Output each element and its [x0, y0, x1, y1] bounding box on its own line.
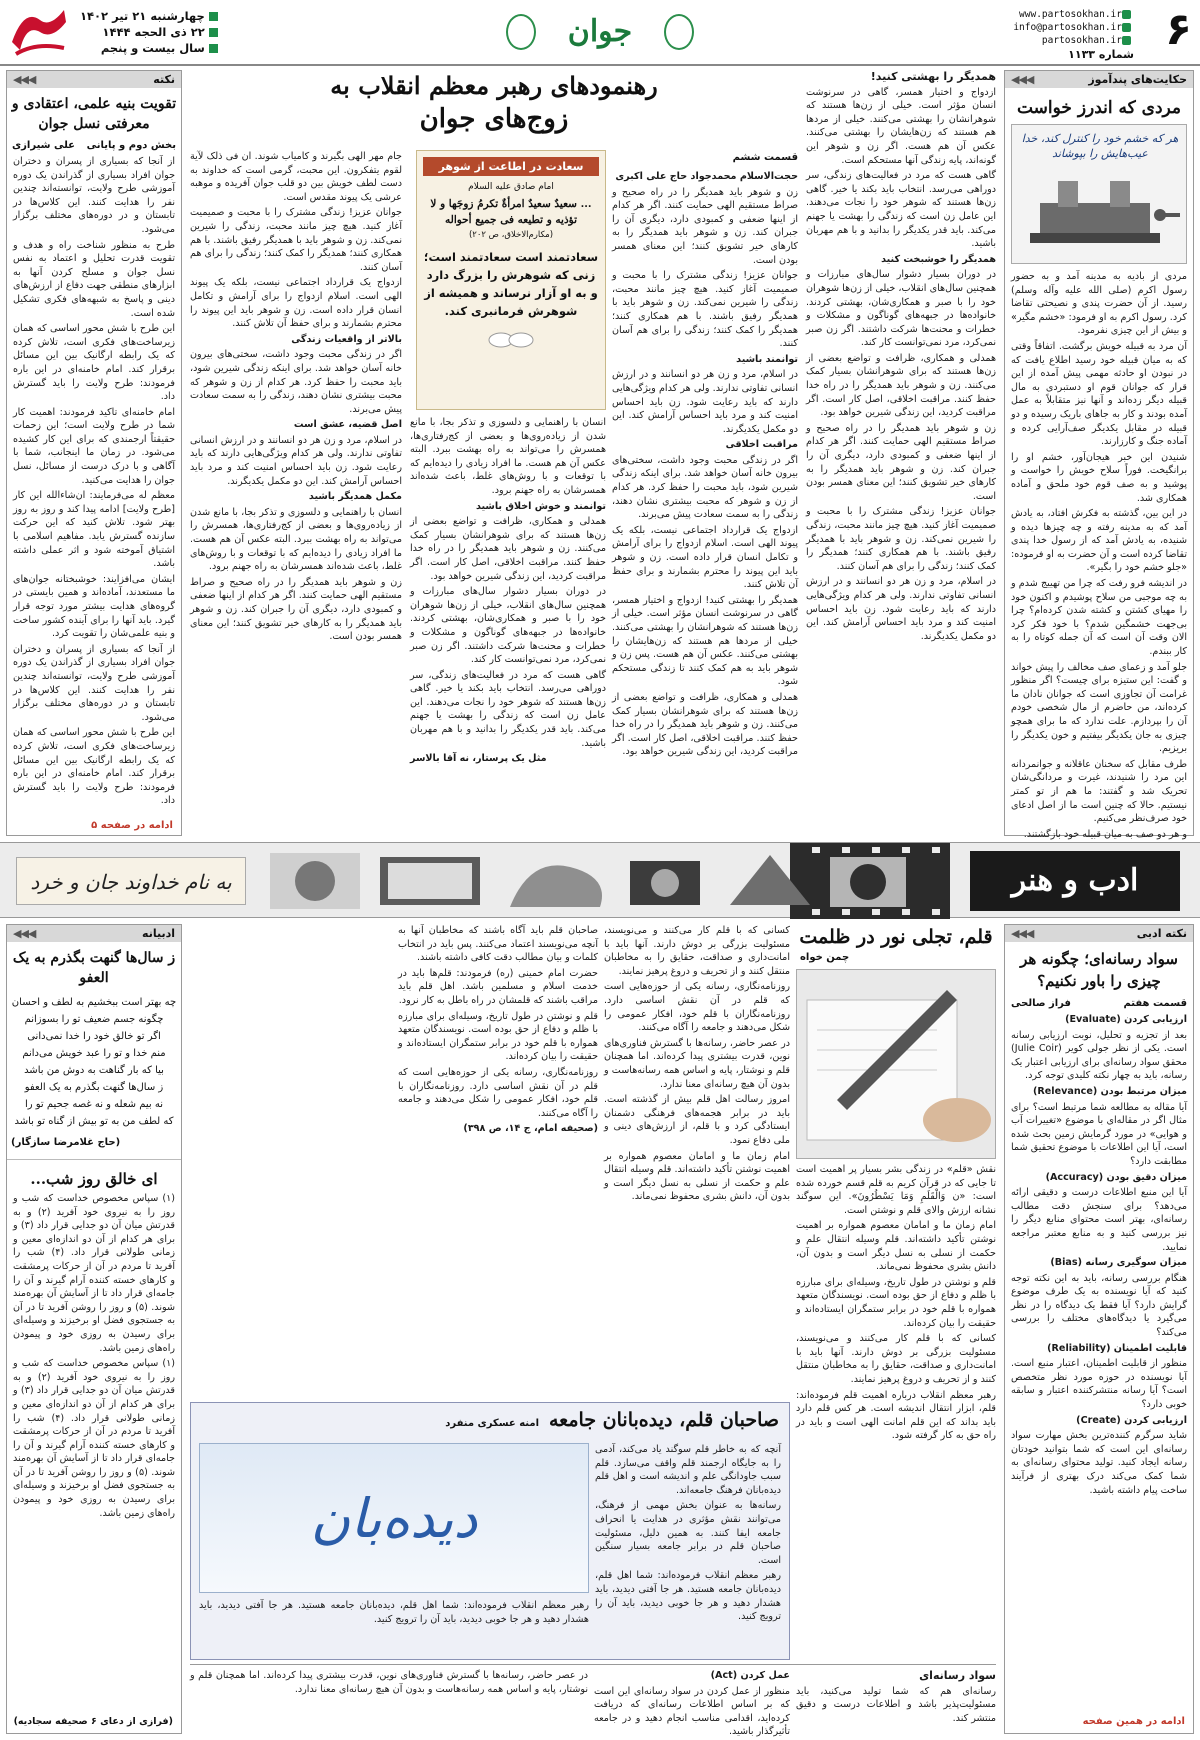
hadith-arabic: ... سعیدٌ سعیدٌ امرأةٌ تکرمُ زوجَها و لا تؤذیه و تطیعه فی جمیع أحواله: [430, 198, 592, 226]
article-column-1: [806, 70, 996, 836]
date-hijri: ۲۲ ذی الحجه ۱۴۴۴: [102, 25, 205, 39]
paragraph: همدلی و همکاری، ظرافت و تواضع بعضی از زن‌ها هستند که برای شوهرانشان بسیار کمک می‌کنند. زن و شوهر باید همدیگر را در راه خدا حفظ کنند. مراقبت اخلاقی، اصل کار است. اگر مراقبت کردید، این زندگی شیرین خواهد بود.: [806, 352, 996, 419]
paragraph: رهبر معظم انقلاب فرموده‌اند: شما اهل قلم، دیده‌بانان جامعه هستید. هر جا آفتی دیدید، باید هشدار دهید و هر جا خوبی دیدید، باید آن را ترویج کنید.: [199, 1600, 589, 1625]
paragraph: در دوران بسیار دشوار سال‌های مبارزات و همچنین سال‌های انقلاب، خیلی از زن‌ها شوهران خود را با صبر و همکاری‌شان، بهشتی کردند. خانواده‌ها در جبهه‌های گوناگون و مشکلات و خطرات و محنت‌ها شرکت داشتند. اگر زن صبر نمی‌کرد، مرد نمی‌توانست کار کند.: [806, 269, 996, 349]
globe-icon: [1122, 10, 1131, 19]
paragraph: در اندیشه فرو رفت که چرا من تهییج شدم و به چه موجبی من سلاح پوشیدم و اکنون خود را مهیای کشتن و کشته شدن کرده‌ام؟ چرا بی‌جهت خشمگین شدم؟ با خود فکر کرد الان وقت آن است که آن جمله کوتاه را به کار ببندم.: [1011, 578, 1187, 658]
paragraph: در اسلام، مرد و زن هر دو انسانند و در ارزش انسانی تفاوتی ندارند. ولی هر کدام ویژگی‌هایی دارند که باید رعایت شود. زن باید احساس امنیت کند و مرد باید احساس آرامش کند. این دو مکمل یکدیگرند.: [612, 369, 798, 435]
paragraph: رهبر معظم انقلاب درباره اهمیت قلم فرموده‌اند: قلم، ابزار انتقال اندیشه است. هر کس قلم دارد باید بداند که این قلم امانت الهی است و باید در راه حق به کار گرفته شود.: [796, 1389, 996, 1442]
note-meta: [7, 140, 181, 155]
arrows-icon: ◀◀◀: [13, 927, 36, 940]
continue-note[interactable]: ادامه در همین صفحه: [1082, 1716, 1185, 1727]
note-column: [6, 70, 182, 836]
arrows-icon: ◀◀◀: [1011, 73, 1034, 86]
paragraph: ازدواج یک قرارداد اجتماعی نیست، بلکه یک پیوند الهی است. اسلام ازدواج را برای آرامش و تکامل انسان قرار داده است. زن و شوهر باید این پیوند را محترم بشمارند و برای حفظ آن تلاش کنند.: [190, 277, 402, 330]
paragraph: انسان با راهنمایی و دلسوزی و تذکر بجا، با مانع شدن از زیاده‌روی‌ها و بعضی از کج‌رفتاری‌ها، همسرش را می‌تواند به راه بهشت ببرد. البته عکس آن هم هست. ما افراد زیادی را دیده‌ایم که با توقعات و با روش‌های غلط، باعث شده‌اند همسرشان به راه جهنم برود.: [190, 506, 402, 573]
birds-icon: [481, 326, 541, 350]
paragraph: ازدواج و اختیار همسر، گاهی در سرنوشت انسان مؤثر است. خیلی از زن‌ها هستند که شوهرانشان را بهشتی می‌کنند. خیلی از مردها هم هستند که زن‌هایشان را بهشتی می‌کنند. عکس آن هم هست. اگر زن و شوهر این گونه‌اند، پایه زندگی آنها مستحکم است.: [806, 86, 996, 166]
issue-number: شماره ۱۱۳۳: [1068, 48, 1134, 61]
poem-line: چگونه جسم ضعیف تو را بسوزانم: [24, 1014, 164, 1025]
paragraph: ازدواج یک قرارداد اجتماعی نیست، بلکه یک پیوند الهی است. اسلام ازدواج را برای آرامش و تکامل انسان قرار داده است. زن و شوهر باید این پیوند را محترم بشمارند و برای حفظ آن تلاش کنند.: [612, 524, 798, 591]
paragraph: از آنجا که بسیاری از پسران و دختران جوان افراد بسیاری از گذراندن یک دوره آموزشی طرح ولایت، توانسته‌اند چندین نفر را هدایت کنند. این کلاس‌ها در تابستان و در دوره‌های مختلف برگزار می‌شود.: [13, 156, 175, 235]
hadith-head: سعادت در اطاعت از شوهر: [423, 157, 599, 176]
subhead: اصل قضیه، عشق است: [293, 419, 402, 431]
column-kicker: [1005, 925, 1193, 942]
paragraph: از آنجا که بسیاری از پسران و دختران جوان افراد بسیاری از گذراندن یک دوره آموزشی طرح ولایت، توانسته‌اند چندین نفر را هدایت کنند. این کلاس‌ها در تابستان و در دوره‌های مختلف برگزار می‌شود.: [13, 643, 175, 723]
banner-image: [199, 1443, 589, 1593]
subhead: بالاتر از واقعیات زندگی: [291, 333, 402, 345]
arrows-icon: ◀◀◀: [1011, 927, 1034, 940]
page-header: [0, 0, 1200, 66]
article-column-4: [190, 150, 402, 836]
box-author: امنه عسکری منفرد: [445, 1418, 539, 1429]
act-section: [594, 1669, 790, 1738]
ornament-icon: [664, 14, 694, 50]
paragraph: جوانان عزیز! زندگی مشترک را با محبت و صمیمیت آغاز کنید. هیچ چیز مانند محبت، زندگی را شیرین نمی‌کند. زن و شوهر باید با همدیگر رفیق باشند. با هم همکاری کنند؛ همدیگر را کمک کنند؛ زندگی را برای هم آسان کنند.: [190, 207, 402, 273]
paragraph: کسانی که با قلم کار می‌کنند و می‌نویسند، مسئولیت بزرگی بر دوش دارند. آنها باید با امانت‌داری و صداقت، حقایق را به مخاطبان منتقل کنند و از تحریف و دروغ پرهیز نمایند.: [604, 925, 790, 977]
poem-line: نه بیم شعله و نه غصه جحیم تو را: [24, 1099, 163, 1110]
pen-holders-box: [190, 1402, 790, 1660]
newspaper-logo: [6, 2, 72, 62]
pen-title: قلم، تجلی نور در ظلمت: [799, 926, 993, 948]
media-author: فراز صالحی: [1011, 998, 1071, 1009]
note-title: تقویت بنیه علمی، اعتقادی و معرفتی نسل جوان: [11, 96, 177, 132]
hadith-ref: (مکارم‌الاخلاق، ص ۲۰۲): [468, 230, 554, 240]
poem-line: منم خدا و تو را عبد خویش می‌دانم: [22, 1048, 166, 1059]
paragraph: انسان با راهنمایی و دلسوزی و تذکر بجا، با مانع شدن از زیاده‌روی‌ها و بعضی از کج‌رفتاری‌ها، همسرش را می‌تواند به راه بهشت ببرد. البته عکس آن هم هست. ما افراد زیادی را دیده‌ایم که با توقعات و با روش‌های غلط، باعث شده‌اند همسرشان به راه جهنم برود.: [410, 417, 606, 496]
paragraph: مردی از بادیه به مدینه آمد و به حضور رسول اکرم (صلی الله علیه وآله وسلم) رسید. از آن حضرت پندی و نصیحتی تقاضا کرد. رسول اکرم به او فرمود: «خشم مگیر» و بیش از این چیزی نفرمود.: [1011, 271, 1187, 337]
subhead: قابلیت اطمینان (Reliability): [1047, 1342, 1187, 1354]
note-subtitle: بخش دوم و پایانی: [86, 140, 176, 151]
subhead: همدیگر را خوشبخت کنید: [881, 253, 996, 265]
subhead: ارزیابی کردن (Create): [1076, 1414, 1187, 1426]
poem-title: ز سال‌ها گنهت بگذرم به یک العفو: [12, 950, 176, 986]
paragraph: اگر در زندگی محبت وجود داشت، سختی‌های بیرون خانه آسان خواهد شد. برای اینکه زندگی شیرین شود، باید محبت را حفظ کرد. هر کدام از زن و شوهر که محبت بیشتری نشان دهند، زندگی را به سمت سعادت پیش می‌برند.: [612, 454, 798, 521]
pen-body: [796, 1163, 996, 1723]
paragraph: در اسلام، مرد و زن هر دو انسانند و در ارزش انسانی تفاوتی ندارند. ولی هر کدام ویژگی‌هایی دارند که باید رعایت شود. زن باید احساس امنیت کند و مرد باید احساس آرامش کند. این دو مکمل یکدیگرند.: [190, 434, 402, 487]
paragraph: (۱) سپاس مخصوص خداست که شب و روز را به نیروی خود آفرید (۲) و به قدرتش میان آن دو جدایی قرار داد (۳) و برای هر کدام از آن دو اندازه‌ای معین و زمانی طولانی قرار داد. (۴) شب را آفرید تا مردم در آن از حرکات پرمشقت و کارهای خسته کننده آرام گیرند و آن را جامه‌ای قرار داد تا از آسایش آن بهره‌مند شوند. (۵) و روز را روشن آفرید تا در آن به جستجوی فضل او برخیزند و وسیله‌ای برای رسیدن به روزی خود و پیمودن راه‌های زمین باشد.: [13, 1193, 175, 1354]
main-article: [190, 70, 996, 836]
paragraph: آیا مقاله به مطالعه شما مرتبط است؟ برای مثال اگر در مقاله‌ای با موضوع «تغییرات آب و هوایی» در مورد گرمایش زمین بحث شده است، آیا این اطلاعات با موضوع تحقیق شما مطابقت دارد؟: [1011, 1101, 1187, 1167]
paragraph: در این بین، گذشته به فکرش افتاد، به یادش آمد که به مدینه رفته و چه چیزها دیده و شنیده، به یادش آمد که از رسول خدا پندی تقاضا کرده است و آن حضرت به او فرموده: «جلو خشم خود را بگیر».: [1011, 508, 1187, 574]
paragraph: در عصر حاضر، رسانه‌ها با گسترش فناوری‌های نوین، قدرت بیشتری پیدا کرده‌اند. اما همچنان قلم و نوشتار، پایه و اساس همه رسانه‌هاست و بدون آن هیچ رسانه‌ای معنا ندارد.: [604, 1037, 790, 1090]
paragraph: زن و شوهر باید همدیگر را در راه صحیح و صراط مستقیم الهی حمایت کنند. اگر هر کدام از اینها ضعفی و کمبودی دارد، دیگری آن را جبران کند. زن و شوهر باید همدیگر را به کارهای خیر تشویق کنند؛ این معنای همسر بودن است.: [806, 422, 996, 502]
paragraph: در دوران بسیار دشوار سال‌های مبارزات و همچنین سال‌های انقلاب، خیلی از زن‌ها شوهران خود را با صبر و همکاری‌شان، بهشتی کردند. خانواده‌ها در جبهه‌های گوناگون و مشکلات و خطرات و محنت‌ها شرکت داشتند. اگر زن صبر نمی‌کرد، مرد نمی‌توانست کار کند.: [410, 586, 606, 666]
paragraph: طرح به منظور شناخت راه و هدف و تقویت قدرت تحلیل و اعتماد به نفس نسل جوان و مسلح کردن آنها به ابزارهای منطقی جهت دفاع از ارزش‌های دینی و پاسخ به شبهه‌های فکری تشکیل شده است.: [13, 239, 175, 319]
poetry-column: [6, 924, 182, 1734]
poet-name: (حاج غلامرضا سازگار): [11, 1137, 121, 1148]
paragraph: جوانان عزیز! زندگی مشترک را با محبت و صمیمیت آغاز کنید. هیچ چیز مانند محبت، زندگی را شیرین نمی‌کند. زن و شوهر باید با همدیگر رفیق باشند. با هم همکاری کنند؛ همدیگر را کمک کنند؛ زندگی را برای هم آسان کنند.: [612, 270, 798, 350]
subhead: میزان مرتبط بودن (Relevance): [1033, 1085, 1187, 1097]
article-headline-block: [190, 70, 798, 150]
web-link[interactable]: www.partosokhan.ir: [1019, 9, 1122, 20]
article-title-line1: رهنمودهای رهبر معظم انقلاب به: [330, 71, 658, 100]
image-word: دیده‌بان: [310, 1487, 478, 1550]
paragraph: و هر دو صف به میان قبیله خود بازگشتند.: [1023, 828, 1187, 840]
box-text: [595, 1443, 781, 1653]
story-title: مردی که اندرز خواست: [1016, 98, 1182, 118]
article-column-3: [410, 416, 606, 836]
article-signature: مثل یک پرستار، نه آقا بالاسر: [410, 753, 547, 765]
paragraph: کسانی که با قلم کار می‌کنند و می‌نویسند، مسئولیت بزرگی بر دوش دارند. آنها باید با امانت‌داری و صداقت، حقایق را به مخاطبان منتقل کنند و از تحریف و دروغ پرهیز نمایند.: [796, 1333, 996, 1385]
date-block: [80, 8, 218, 56]
paragraph: طرف مقابل که سخنان عاقلانه و جوانمردانه این مرد را شنیدند، غیرت و مردانگی‌شان تحریک شد و گفتند: ما هم از تو کمتر نیستیم. حالا که چنین است ما از اصل ادعای خود صرف‌نظر می‌کنیم.: [1011, 758, 1187, 825]
story-column: [1004, 70, 1194, 840]
paragraph: منظور از قابلیت اطمینان، اعتبار منبع است. آیا نویسنده در حوزه مورد نظر متخصص است؟ آیا رسانه منتشرکننده اعتبار و سابقه خوبی دارد؟: [1011, 1358, 1187, 1411]
bullet-icon: [209, 12, 218, 21]
paragraph: امام خامنه‌ای تاکید فرمودند: اهمیت کار شما در طرح ولایت است؛ این زحمات حقیقتاً ارجمندی که برای این کار کشیده می‌شود. در زمان ما اینجانب، شما با آگاهی و با درک درست از مسائل، نسل جوان را هدایت می‌کنید.: [13, 406, 175, 486]
paragraph: رسانه‌ها به عنوان بخش مهمی از فرهنگ، می‌توانند نقش مؤثری در هدایت یا انحراف جامعه ایفا کنند. به همین دلیل، مسئولیت صاحبان قلم در برابر جامعه بسیار سنگین است.: [595, 1500, 781, 1566]
box-text-2: [199, 1599, 589, 1655]
note-author: علی شیرازی: [12, 140, 75, 151]
paragraph: رهبر معظم انقلاب فرموده‌اند: شما اهل قلم، دیده‌بانان جامعه هستید. هر جا آفتی دیدید، باید هشدار دهید و هر جا خوبی دیدید، باید آن را ترویج کنید.: [595, 1570, 781, 1623]
pen-image: [796, 969, 996, 1159]
paragraph: بعد از تجزیه و تحلیل، نوبت ارزیابی رسانه است. یکی از نظر جولی کویر (Julie Coir) محقق سواد رسانه‌ای برای ارزیابی اعتبار یک رسانه، باید به چهار نکته کلیدی توجه کرد.: [1011, 1029, 1188, 1082]
paragraph: شنیدن این خبر هیجان‌آور، خشم او را برانگیخت. فوراً سلاح خویش را خواست و پوشید و به صف قوم خود ملحق و آماده همکاری شد.: [1011, 451, 1187, 504]
prayer-body: [7, 1192, 181, 1612]
column-kicker: [7, 925, 181, 942]
hadith-translation: سعادتمند است سعادتمند است؛ زنی که شوهرش را بزرگ دارد و به او آزار نرساند و همیشه از شوهرش فرمانبری کند.: [423, 250, 599, 318]
note-body: [7, 155, 181, 807]
page-number: ۶: [1165, 4, 1192, 55]
paragraph: منظور از عمل کردن در سواد رسانه‌ای این است که بر اساس اطلاعات رسانه‌ای که دریافت کرده‌اید، اقدامی مناسب انجام دهید و در جامعه تأثیرگذار باشید.: [594, 1685, 790, 1738]
paragraph: هنگام بررسی رسانه، باید به این نکته توجه کنید که آیا نویسنده به یک طرف موضوع گرایش دارد؟ آیا فقط یک دیدگاه را در نظر می‌گیرد یا دیدگاه‌های مختلف را بررسی می‌کند؟: [1011, 1272, 1187, 1339]
paragraph: این طرح با شش محور اساسی که همان زیرساخت‌های فکری است، تلاش کرده که یک رابطه ارگانیک بین این مسائل برقرار کند. امام خامنه‌ای در این باره فرمودند: طرح ولایت را باید گسترش داد.: [13, 323, 175, 403]
paragraph: آنچه که به خاطر قلم سوگند یاد می‌کند، آدمی را به جایگاه ارجمند قلم واقف می‌سازد. قلم سبب جاودانگی علم و اندیشه است و اهل قلم دیده‌بانان فرهنگ جامعه‌اند.: [595, 1444, 781, 1496]
story-image: [1011, 124, 1187, 264]
poem-line: بیا که بار گناهت به دوش من باشد: [24, 1065, 164, 1076]
date-solar: چهارشنبه ۲۱ تیر ۱۴۰۲: [80, 9, 205, 23]
paragraph: زن و شوهر باید همدیگر را در راه صحیح و صراط مستقیم الهی حمایت کنند. اگر هر کدام از اینها ضعفی و کمبودی دارد، دیگری آن را جبران کند. زن و شوهر باید همدیگر را به کارهای خیر تشویق کنند؛ این معنای همسر بودن است.: [612, 186, 798, 266]
pen-article-cont-1: [604, 924, 790, 1394]
pen-article-cont-2: [398, 924, 598, 1394]
continue-note[interactable]: ادامه در صفحه ۵: [91, 820, 173, 831]
paragraph-source: (صحیفه امام، ج ۱۴، ص ۳۹۸): [463, 1123, 598, 1135]
paragraph: گاهی هست که مرد در فعالیت‌های زندگی، سر دوراهی می‌رسد. انتخاب باید بکند یا خیر. گاهی زن‌ها هستند که شوهر خود را نجات می‌دهند. این عامل زن است که زندگی را بهشت یا جهنم می‌کند. باید قدر یکدیگر را بدانید و با هم مهربان باشید.: [806, 170, 996, 250]
bullet-icon: [209, 44, 218, 53]
paragraph: روزنامه‌نگاری، رسانه یکی از حوزه‌هایی است که قلم در آن نقش اساسی دارد. روزنامه‌نگاران با قلم خود، افکار عمومی را شکل می‌دهند و جامعه را آگاه می‌کنند.: [398, 1066, 598, 1119]
paragraph: گاهی هست که مرد در فعالیت‌های زندگی، سر دوراهی می‌رسد. انتخاب باید بکند یا خیر. گاهی زن‌ها هستند که شوهر خود را نجات می‌دهند. این عامل زن است که زندگی را بهشت یا جهنم می‌کند. باید قدر یکدیگر را بدانید و با هم مهربان باشید.: [410, 669, 606, 749]
box-head: [191, 1403, 789, 1437]
subhead: ارزیابی کردن (Evaluate): [1065, 1014, 1187, 1025]
paragraph: جام مهر الهی بگیرند و کامیاب شوند. ان فی ذلک لآیة لقوم یتفکرون. این محبت، گرمی است که خداوند به دست لطف خویش بین دو قلب جوان آفریده و موهبه عرشی یک پیوند مقدس است.: [190, 151, 402, 203]
instagram-link[interactable]: partosokhan.ir: [1041, 35, 1122, 46]
paragraph: شاید سرگرم کننده‌ترین بخش مهارت سواد رسانه‌ای این است که شما بتوانید خودتان رسانه ایجاد کنید. تولید محتوای رسانه‌ای به شما کمک می‌کند درک بهتری از فرآیند ساخت پیام داشته باشید.: [1011, 1430, 1187, 1496]
paragraph: جلو آمد و زعمای صف مخالف را پیش خواند و گفت: این ستیزه برای چیست؟ اگر منظور غرامت آن تجاوزی است که جوانان نادان ما کرده‌اند، من حاضرم از مال شخصی خودم آن را بپردازم. علت ندارد که ما برای همچو چیزی به جان یکدیگر بیفتیم و خون یکدیگر را بریزیم.: [1011, 661, 1187, 755]
instagram-icon: [1122, 36, 1131, 45]
paragraph: (۱) سپاس مخصوص خداست که شب و روز را به نیروی خود آفرید (۲) و به قدرتش میان آن دو جدایی قرار داد (۳) و برای هر کدام از آن دو اندازه‌ای معین و زمانی طولانی قرار داد. (۴) شب را آفرید تا مردم در آن از حرکات پرمشقت و کارهای خسته کننده آرام گیرند و آن را جامه‌ای قرار داد تا از آسایش آن بهره‌مند شوند. (۵) و روز را روشن آفرید تا در آن به جستجوی فضل او برخیزند و وسیله‌ای برای رسیدن به روزی خود و پیمودن راه‌های زمین باشد.: [13, 1358, 175, 1519]
paragraph: صاحبان قلم باید آگاه باشند که مخاطبان آنها به آنچه می‌نویسند اعتماد می‌کنند. پس باید در انتخاب کلمات و بیان مطالب دقت کافی داشته باشند.: [398, 925, 598, 964]
paragraph: نقش «قلم» در زندگی بشر بسیار پر اهمیت است تا جایی که در قرآن کریم به قلم قسم خورده شده است: «ن وَالْقَلَمِ وَمَا يَسْطُرُونَ». این سوگند نشانه ارزش والای قلم و نوشتن است.: [796, 1164, 996, 1216]
column-kicker: [7, 71, 181, 88]
paragraph: جوانان عزیز! زندگی مشترک را با محبت و صمیمیت آغاز کنید. هیچ چیز مانند محبت، زندگی را شیرین نمی‌کند. زن و شوهر باید با همدیگر رفیق باشند. با هم همکاری کنند؛ همدیگر را کمک کنند؛ زندگی را برای هم آسان کنند.: [806, 506, 996, 572]
paragraph: حضرت امام خمینی (ره) فرمودند: قلم‌ها باید در خدمت اسلام و مسلمین باشد. اهل قلم باید مراقب باشند که قلمشان در راه باطل به کار نرود.: [398, 967, 598, 1006]
art-collage-icon: [270, 847, 910, 915]
paragraph: ایشان می‌افزایند: خوشبختانه جوان‌های ما مستعدند، آماده‌اند و همین بایستی در گروه‌های هدایت بیشتر مورد توجه قرار گیرد. باید آنها را برای آینده کشور ساخت و بنیه علمی‌شان را تقویت کرد.: [13, 573, 175, 640]
subhead: همدیگر را بهشتی کنید!: [870, 70, 996, 83]
paragraph: در اسلام، مرد و زن هر دو انسانند و در ارزش انسانی تفاوتی ندارند. ولی هر کدام ویژگی‌هایی دارند که باید رعایت شود. زن باید احساس امنیت کند و مرد باید احساس آرامش کند. این دو مکمل یکدیگرند.: [806, 576, 996, 642]
hadith-attribution: امام صادق علیه السلام: [468, 182, 554, 192]
subhead: میزان دقیق بودن (Accuracy): [1045, 1171, 1187, 1183]
hadith-box: [416, 150, 606, 410]
article-author: حجت‌الاسلام محمدجواد حاج علی اکبری: [615, 171, 798, 182]
banner-title: ادب و هنر: [970, 851, 1180, 911]
paragraph: آیا این منبع اطلاعات درست و دقیقی ارائه می‌دهد؟ برای سنجش دقت مطالب رسانه‌ای، بهتر است محتوای منابع دیگر را نیز بررسی کنید و به منابع معتبر مراجعه نمایید.: [1011, 1187, 1187, 1253]
paragraph: این طرح با شش محور اساسی که همان زیرساخت‌های فکری است، تلاش کرده که یک رابطه ارگانیک بین این مسائل برقرار کند. امام خامنه‌ای در این باره فرمودند: طرح ولایت را باید گسترش داد.: [13, 727, 175, 807]
email-link[interactable]: info@partosokhan.ir: [1013, 22, 1122, 33]
subhead: توانمند و خوش اخلاق باشید: [475, 500, 606, 512]
paragraph: زن و شوهر باید همدیگر را در راه صحیح و صراط مستقیم الهی حمایت کنند. اگر هر کدام از اینها ضعفی و کمبودی دارد، دیگری آن را جبران کند. زن و شوهر باید همدیگر را به کارهای خیر تشویق کنند؛ این معنای همسر بودن است.: [190, 576, 402, 643]
paragraph: قلم و نوشتن در طول تاریخ، وسیله‌ای برای مبارزه با ظلم و دفاع از حق بوده است. نویسندگان متعهد همواره با قلم خود در برابر ستمگران ایستاده‌اند و حقیقت را بیان کرده‌اند.: [796, 1276, 996, 1329]
paragraph: قلم و نوشتن در طول تاریخ، وسیله‌ای برای مبارزه با ظلم و دفاع از حق بوده است. نویسندگان متعهد همواره با قلم خود در برابر ستمگران ایستاده‌اند و حقیقت را بیان کرده‌اند.: [398, 1010, 598, 1063]
subhead: مکمل همدیگر باشید: [308, 491, 402, 503]
kicker-label: نکته: [153, 73, 175, 86]
story-body: [1005, 264, 1193, 840]
pen-author: چمن خواه: [800, 952, 850, 963]
email-icon: [1122, 23, 1131, 32]
media-literacy-column: [1004, 924, 1194, 1734]
paragraph: اگر در زندگی محبت وجود داشت، سختی‌های بیرون خانه آسان خواهد شد. برای اینکه زندگی شیرین شود، باید محبت را حفظ کرد. هر کدام از زن و شوهر که محبت بیشتری نشان دهند، زندگی را به سمت سعادت پیش می‌برند.: [190, 349, 402, 415]
prayer-title: ای خالق روز شب...: [7, 1159, 181, 1192]
section-title-box: [500, 4, 700, 60]
paragraph: روزنامه‌نگاری، رسانه یکی از حوزه‌هایی است که قلم در آن نقش اساسی دارد. روزنامه‌نگاران با قلم خود، افکار عمومی را شکل می‌دهند و جامعه را آگاه می‌کنند.: [604, 981, 790, 1034]
arrows-icon: ◀◀◀: [13, 73, 36, 86]
section-banner: [0, 842, 1200, 918]
image-caption: هر که خشم خود را کنترل کند، خدا عیب‌هایش را بپوشاند: [1021, 132, 1179, 160]
poem-line: چه بهتر است ببخشیم به لطف و احسان: [11, 997, 177, 1008]
media-body: [1005, 1013, 1193, 1703]
article-column-2: [612, 170, 798, 836]
paragraph: همدلی و همکاری، ظرافت و تواضع بعضی از زن‌ها هستند که برای شوهرانشان بسیار کمک می‌کنند. زن و شوهر باید همدیگر را در راه خدا حفظ کنند. مراقبت اخلاقی، اصل کار است. اگر مراقبت کردید، این زندگی شیرین خواهد بود.: [612, 691, 798, 758]
act-title: عمل کردن (Act): [710, 1670, 790, 1681]
poem-line: که لطف من به تو بیش از گناه تو باشد: [14, 1116, 174, 1127]
writing-hand-illustration: [797, 970, 995, 1160]
strip-text: [190, 1669, 588, 1733]
article-title-line2: زوج‌های جوان: [419, 104, 569, 134]
section-title: جوان: [567, 14, 633, 49]
kicker-label: نکته ادبی: [1136, 927, 1187, 940]
subhead: مراقبت اخلاقی: [725, 439, 798, 451]
poem-line: ز سال‌ها گنهت بگذرم به یک العفو: [24, 1082, 164, 1093]
kicker-label: حکایت‌های پندآموز: [1088, 73, 1187, 86]
paragraph: امروز رسالت اهل قلم بیش از گذشته است. باید در برابر هجمه‌های فرهنگی دشمنان ایستادگی کرد و با قلم، از ارزش‌های دینی و ملی دفاع نمود.: [604, 1094, 790, 1146]
contact-list: [1013, 8, 1134, 47]
sub-media: [796, 1669, 996, 1733]
ornament-icon: [506, 14, 536, 50]
article-part: قسمت ششم: [732, 152, 798, 163]
paragraph: امام زمان ما و امامان معصوم همواره بر اهمیت نوشتن تأکید داشته‌اند. قلم وسیله انتقال علم و حکمت از نسلی به نسل دیگر است و بدون آن، دانش بشری محفوظ نمی‌ماند.: [604, 1150, 790, 1203]
subhead: میزان سوگیری رسانه (Bias): [1050, 1257, 1187, 1269]
paragraph: رسانه‌ای هم که شما تولید می‌کنید، باید مسئولیت‌پذیر باشد و اطلاعات درست و دقیق منتشر کند.: [796, 1685, 996, 1724]
prayer-source: (فرازی از دعای ۶ صحیفه سجادیه): [13, 1716, 173, 1727]
year-line: سال بیست و پنجم: [100, 41, 205, 55]
paragraph: آن مرد به قبیله خویش برگشت. اتفاقاً وقتی که به میان قبیله خود رسید اطلاع یافت که در نبودن او حادثه مهمی پیش آمده از این قرار که جوانان قوم او دستبردی به مال قبیله دیگر زده‌اند و آنها نیز متقابلاً به عمل آمده بودند و کار به جاهای باریک رسیده و دو قبیله در مقابل یکدیگر صف‌آرایی کرده و آماده جنگ و کارزارند.: [1011, 340, 1187, 448]
paragraph: همدیگر را بهشتی کنید! ازدواج و اختیار همسر، گاهی در سرنوشت انسان مؤثر است. خیلی از زن‌ها هستند که شوهرانشان را بهشتی می‌کنند. خیلی از مردها هم هستند که زن‌هایشان را بهشتی می‌کنند. عکس آن هم هست. پس زن و شوهر باید به هم کمک کنند تا زندگی مستحکم شود.: [612, 594, 798, 688]
pen-article: [796, 924, 996, 1734]
media-meta: [1005, 998, 1193, 1013]
kicker-label: ادبیانه: [142, 927, 175, 940]
paragraph: امام زمان ما و امامان معصوم همواره بر اهمیت نوشتن تأکید داشته‌اند. قلم وسیله انتقال علم و حکمت از نسلی به نسل دیگر است و بدون آن، دانش بشری محفوظ نمی‌ماند.: [796, 1220, 996, 1273]
sub-title: سواد رسانه‌ای: [919, 1669, 996, 1682]
box-title: صاحبان قلم، دیده‌بانان جامعه: [549, 1409, 779, 1431]
poem-line: اگر تو خالق خود را خدا نمی‌دانی: [27, 1031, 161, 1042]
bottom-strip: [190, 1664, 996, 1738]
subhead: توانمند باشید: [736, 353, 798, 365]
column-kicker: [1005, 71, 1193, 88]
paragraph: در عصر حاضر، رسانه‌ها با گسترش فناوری‌های نوین، قدرت بیشتری پیدا کرده‌اند. اما همچنان قلم و نوشتار، پایه و اساس همه رسانه‌هاست و بدون آن هیچ رسانه‌ای معنا ندارد.: [190, 1670, 588, 1695]
paragraph: همدلی و همکاری، ظرافت و تواضع بعضی از زن‌ها هستند که برای شوهرانشان بسیار کمک می‌کنند. زن و شوهر باید همدیگر را در راه خدا حفظ کنند. مراقبت اخلاقی، اصل کار است. اگر مراقبت کردید، این زندگی شیرین خواهد بود.: [410, 516, 606, 582]
poem: [7, 994, 181, 1151]
bullet-icon: [209, 28, 218, 37]
paragraph: معظم له می‌فرمایند: ان‌شاءالله این کار [طرح ولایت] ادامه پیدا کند و روز به روز بهتر شود. تلاش کنید که این حرکت سازنده گسترش یابد. مفاهیم اسلامی با اشتیاق آموخته شود و اثر عملی داشته باشد.: [13, 490, 175, 570]
media-title: سواد رسانه‌ای؛ چگونه هر چیزی را باور نکنیم؟: [1020, 950, 1178, 990]
banner-motto: به نام خداوند جان و خرد: [16, 857, 246, 905]
media-part: قسمت هفتم: [1123, 998, 1187, 1009]
